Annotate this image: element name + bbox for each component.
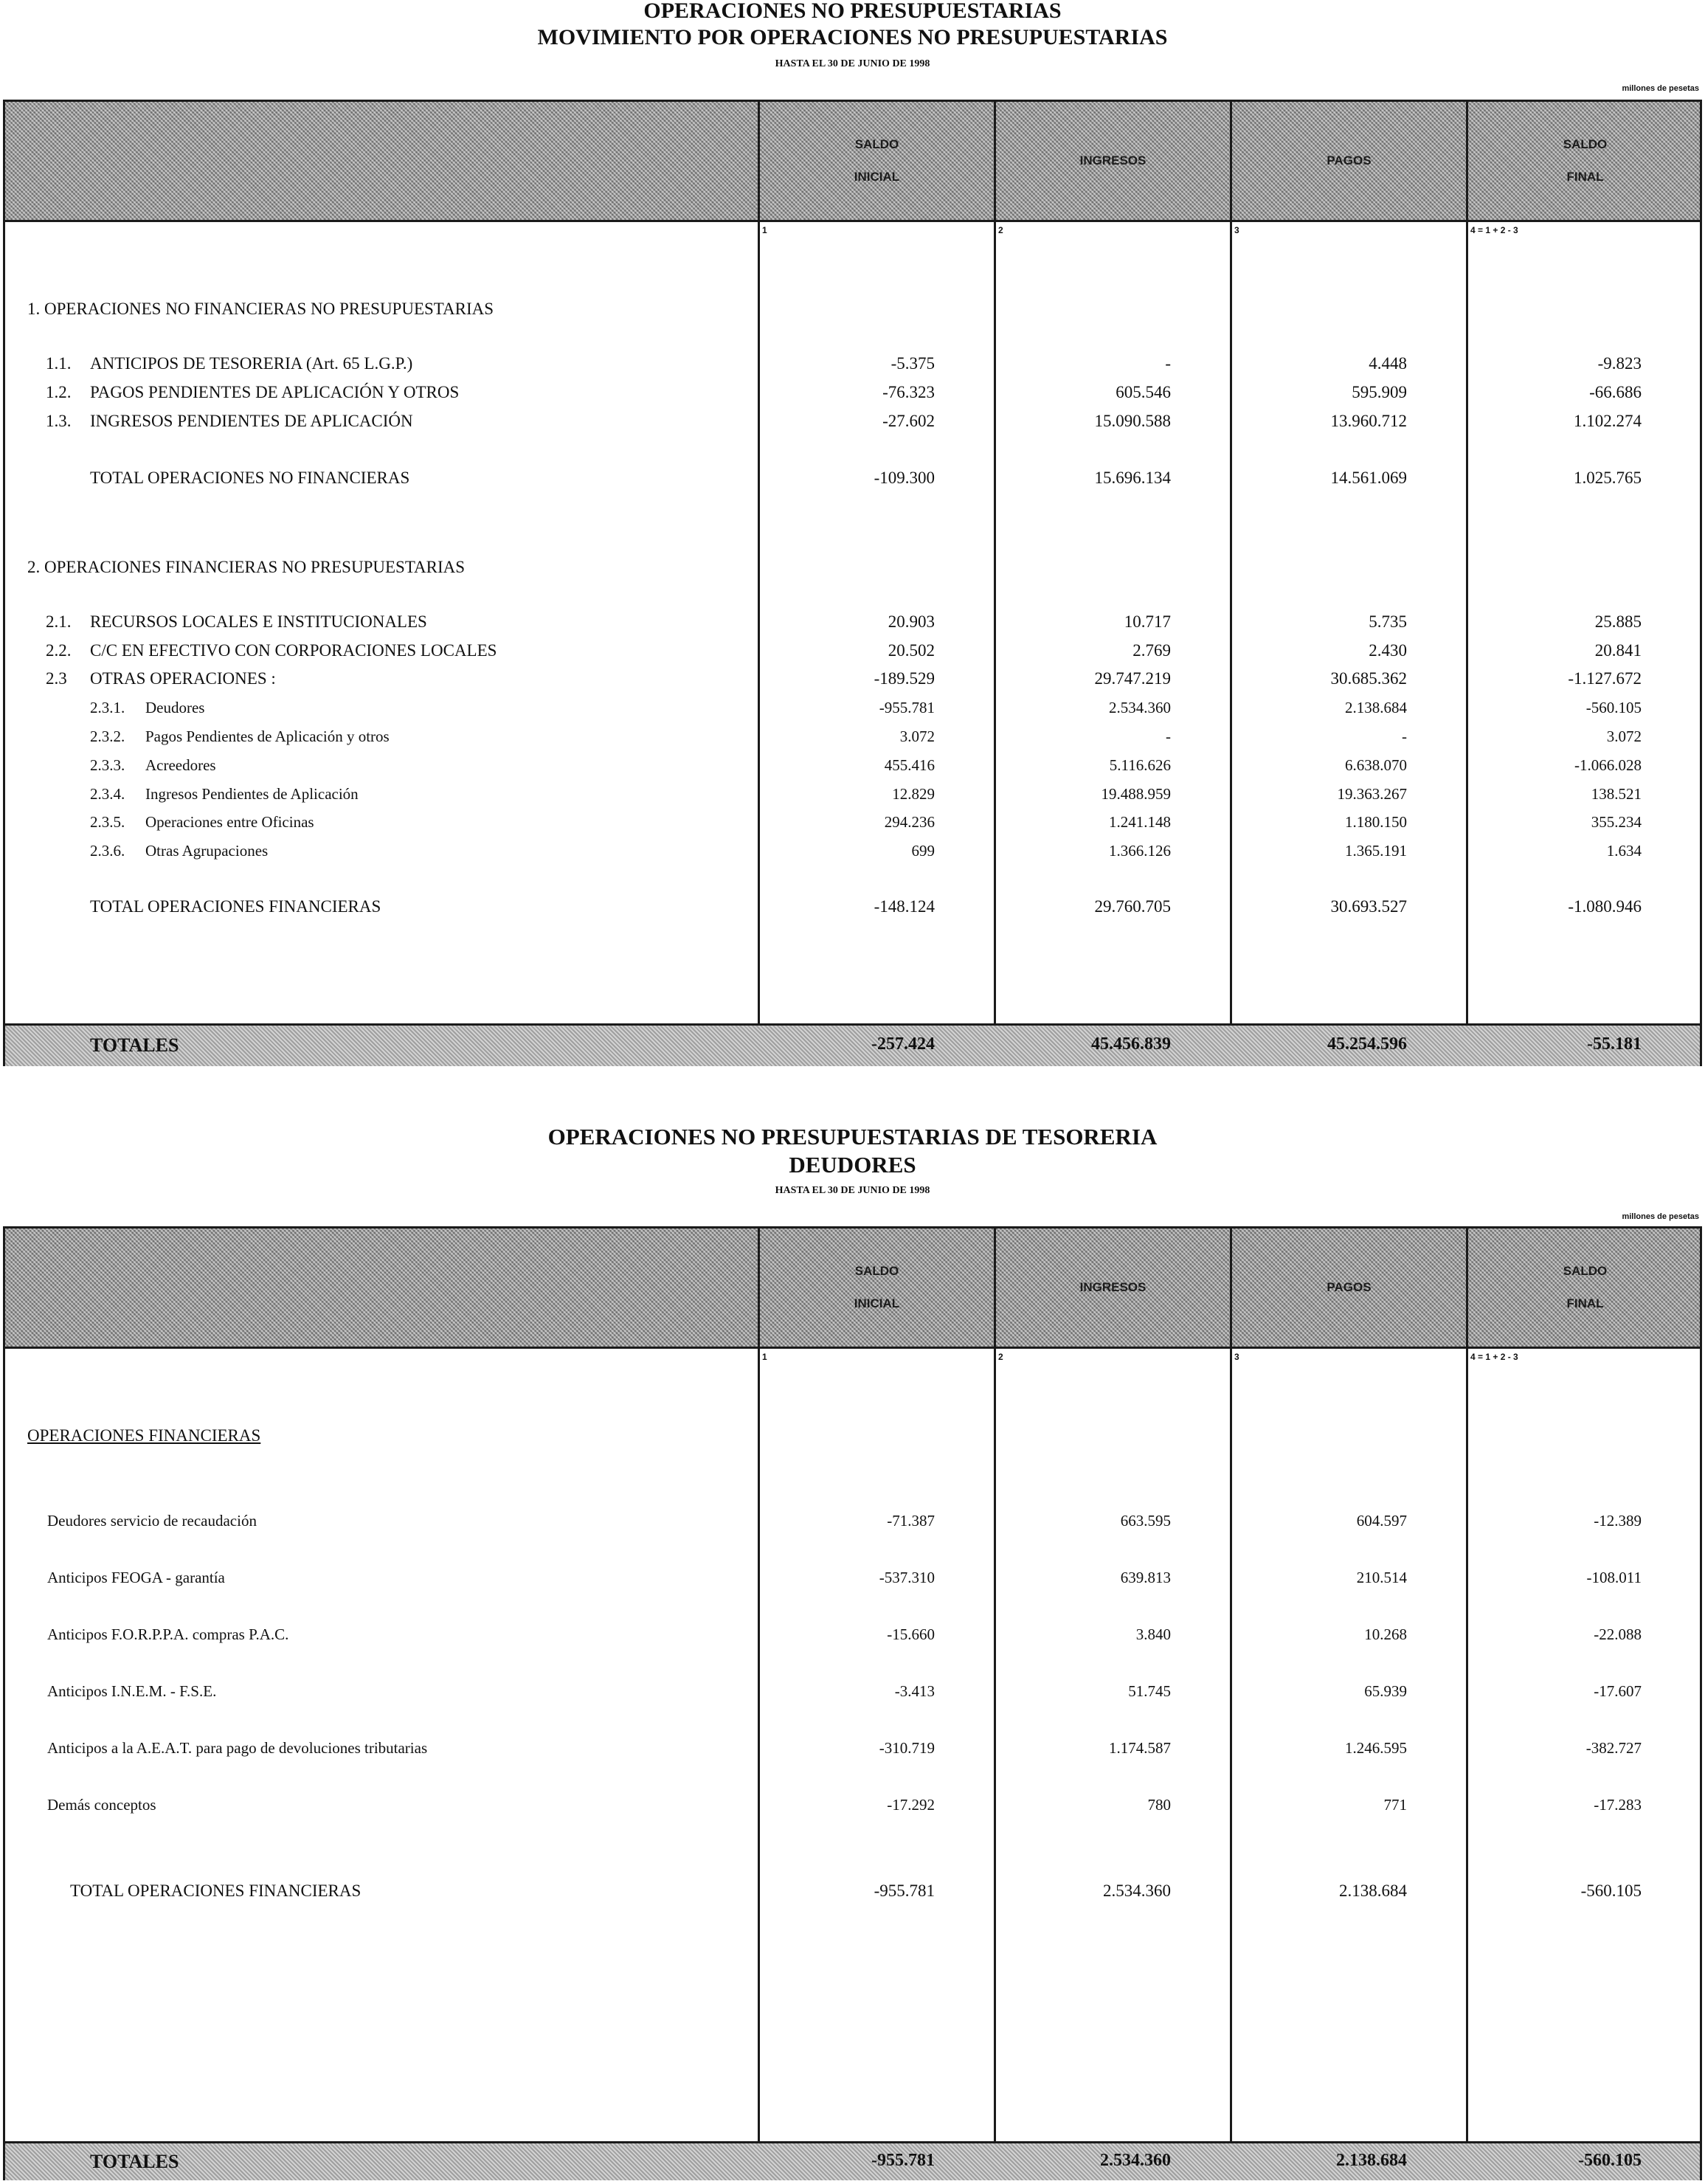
cell-pagos: 1.180.150 xyxy=(1345,813,1407,831)
cell-pagos: 14.561.069 xyxy=(1330,469,1407,487)
row-label: INGRESOS PENDIENTES DE APLICACIÓN xyxy=(90,412,413,430)
s1-group2-heading: 2. OPERACIONES FINANCIERAS NO PRESUPUESTARIAS xyxy=(27,558,466,576)
row-label: Anticipos a la A.E.A.T. para pago de devoluciones tributarias xyxy=(47,1739,428,1757)
table-row xyxy=(5,812,1700,832)
s2-col-divider xyxy=(1230,1228,1232,2178)
cell-saldo-final: 3.072 xyxy=(1606,728,1642,745)
cell-pagos: 5.735 xyxy=(1369,612,1407,631)
cell-ingresos: 1.174.587 xyxy=(1109,1739,1171,1757)
s2-table xyxy=(3,1226,1702,2180)
cell-saldo-inicial: -5.375 xyxy=(890,354,935,373)
s1-table xyxy=(3,100,1702,1066)
cell-saldo-final: -66.686 xyxy=(1589,383,1642,401)
row-label: Demás conceptos xyxy=(47,1796,156,1814)
cell-saldo-inicial: -71.387 xyxy=(887,1512,935,1530)
s2-header-ingresos: INGRESOS xyxy=(1079,1280,1147,1294)
row-code: 2.3 xyxy=(46,669,67,688)
cell-saldo-final: -17.607 xyxy=(1594,1682,1642,1700)
s2-header-saldo-final: SALDO FINAL xyxy=(1563,1264,1608,1310)
cell-saldo-inicial: -109.300 xyxy=(874,469,935,487)
row-code: 1.1. xyxy=(46,354,72,373)
cell-saldo-inicial: -955.781 xyxy=(874,1881,935,1900)
total-row xyxy=(5,1881,1700,1901)
table-row xyxy=(5,841,1700,860)
total-row xyxy=(5,469,1700,488)
cell-ingresos: - xyxy=(1165,354,1171,373)
cell-saldo-final: -1.127.672 xyxy=(1568,669,1642,688)
cell-saldo-inicial: 20.502 xyxy=(888,641,935,660)
s1-col-divider xyxy=(1466,102,1468,1064)
s2-group-heading: OPERACIONES FINANCIERAS xyxy=(27,1426,261,1445)
totales-label: TOTALES xyxy=(90,1034,179,1056)
row-code: 2.2. xyxy=(46,641,72,660)
table-row xyxy=(5,1738,1700,1758)
cell-pagos: 2.138.684 xyxy=(1339,1881,1407,1900)
s2-colnum: 3 xyxy=(1234,1352,1239,1362)
s2-colnum: 2 xyxy=(998,1352,1003,1362)
cell-saldo-final: -1.080.946 xyxy=(1568,897,1642,916)
cell-ingresos: 2.534.360 xyxy=(1103,1881,1171,1900)
cell-saldo-final: 355.234 xyxy=(1591,813,1642,831)
cell-saldo-final: -1.066.028 xyxy=(1574,756,1642,774)
s1-header-ingresos: INGRESOS xyxy=(1079,153,1147,167)
cell-ingresos: 605.546 xyxy=(1116,383,1171,401)
cell-saldo-final: 1.025.765 xyxy=(1574,469,1642,487)
cell-ingresos: 2.769 xyxy=(1132,641,1171,660)
cell-saldo-inicial: 3.072 xyxy=(899,728,935,745)
cell-saldo-final: -382.727 xyxy=(1585,1739,1642,1757)
row-label: Anticipos FEOGA - garantía xyxy=(47,1569,225,1586)
row-label: Anticipos I.N.E.M. - F.S.E. xyxy=(47,1682,217,1700)
table-row xyxy=(5,727,1700,746)
cell-ingresos: 3.840 xyxy=(1135,1625,1171,1643)
row-code: 2.3.3. xyxy=(90,756,125,774)
cell-ingresos: 5.116.626 xyxy=(1109,756,1171,774)
cell-saldo-final: 25.885 xyxy=(1594,612,1642,631)
cell-ingresos: 639.813 xyxy=(1120,1569,1171,1586)
s1-col-divider xyxy=(1230,102,1232,1064)
cell-saldo-final: -560.105 xyxy=(1580,1881,1642,1900)
totales-label: TOTALES xyxy=(90,2151,179,2172)
total-label: TOTAL OPERACIONES FINANCIERAS xyxy=(70,1881,362,1900)
cell-saldo-final: 1.102.274 xyxy=(1574,412,1642,430)
table-row xyxy=(5,354,1700,373)
cell-ingresos: 1.366.126 xyxy=(1109,842,1171,860)
cell-ingresos: 15.696.134 xyxy=(1094,469,1171,487)
row-label: OTRAS OPERACIONES : xyxy=(90,669,276,688)
s2-unit: millones de pesetas xyxy=(1622,1212,1699,1221)
s2-header-saldo-inicial: SALDO INICIAL xyxy=(854,1264,900,1310)
cell-ingresos: 51.745 xyxy=(1128,1682,1171,1700)
row-label: PAGOS PENDIENTES DE APLICACIÓN Y OTROS xyxy=(90,383,460,401)
cell-pagos: 6.638.070 xyxy=(1345,756,1407,774)
row-code: 2.3.5. xyxy=(90,813,125,831)
cell-ingresos: 10.717 xyxy=(1124,612,1171,631)
total-label: TOTAL OPERACIONES NO FINANCIERAS xyxy=(90,469,410,487)
s2-col-divider xyxy=(994,1228,996,2178)
cell-saldo-inicial: 294.236 xyxy=(884,813,935,831)
table-row xyxy=(5,1795,1700,1814)
cell-pagos: 595.909 xyxy=(1352,383,1407,401)
cell-pagos: 19.363.267 xyxy=(1337,785,1407,803)
row-label: RECURSOS LOCALES E INSTITUCIONALES xyxy=(90,612,427,631)
cell-saldo-inicial: 20.903 xyxy=(888,612,935,631)
cell-ingresos: 29.747.219 xyxy=(1094,669,1171,688)
row-code: 1.2. xyxy=(46,383,72,401)
cell-pagos: 30.693.527 xyxy=(1330,897,1407,916)
cell-ingresos: - xyxy=(1166,728,1171,745)
cell-saldo-inicial: -17.292 xyxy=(887,1796,935,1814)
cell-pagos: 13.960.712 xyxy=(1330,412,1407,430)
s1-col-divider xyxy=(994,102,996,1064)
cell-pagos: 604.597 xyxy=(1356,1512,1407,1530)
cell-ingresos: 19.488.959 xyxy=(1101,785,1171,803)
cell-ingresos: 2.534.360 xyxy=(1109,699,1171,716)
s1-colnum: 1 xyxy=(762,225,767,235)
s1-header-saldo-final: SALDO FINAL xyxy=(1563,137,1608,184)
cell-pagos: 2.430 xyxy=(1369,641,1407,660)
cell-pagos: 65.939 xyxy=(1364,1682,1407,1700)
row-code: 2.3.2. xyxy=(90,728,125,745)
table-row xyxy=(5,1682,1700,1701)
cell-saldo-final: -560.105 xyxy=(1585,699,1642,716)
table-row xyxy=(5,1511,1700,1530)
s2-colnum: 4 = 1 + 2 - 3 xyxy=(1470,1352,1518,1362)
row-label: Acreedores xyxy=(145,756,216,774)
cell-saldo-inicial: -15.660 xyxy=(887,1625,935,1643)
s2-totales-row xyxy=(5,2141,1700,2180)
cell-saldo-final: -55.181 xyxy=(1587,1034,1642,1054)
cell-pagos: 210.514 xyxy=(1356,1569,1407,1586)
table-row xyxy=(5,412,1700,431)
cell-ingresos: 45.456.839 xyxy=(1091,1034,1171,1054)
cell-saldo-inicial: -76.323 xyxy=(882,383,935,401)
s2-colnum: 1 xyxy=(762,1352,767,1362)
cell-saldo-inicial: -955.781 xyxy=(871,2151,935,2170)
s1-colnum: 4 = 1 + 2 - 3 xyxy=(1470,225,1518,235)
cell-pagos: - xyxy=(1402,728,1407,745)
row-code: 2.3.1. xyxy=(90,699,125,716)
table-row xyxy=(5,698,1700,717)
row-code: 2.3.4. xyxy=(90,785,125,803)
cell-saldo-final: 20.841 xyxy=(1594,641,1642,660)
cell-ingresos: 15.090.588 xyxy=(1094,412,1171,430)
cell-pagos: 1.365.191 xyxy=(1345,842,1407,860)
cell-saldo-final: -17.283 xyxy=(1594,1796,1642,1814)
table-row xyxy=(5,669,1700,688)
cell-ingresos: 1.241.148 xyxy=(1109,813,1171,831)
cell-saldo-inicial: 12.829 xyxy=(892,785,935,803)
row-label: C/C EN EFECTIVO CON CORPORACIONES LOCALES xyxy=(90,641,497,660)
row-label: Deudores xyxy=(145,699,205,716)
cell-pagos: 10.268 xyxy=(1364,1625,1407,1643)
s2-subtitle: HASTA EL 30 DE JUNIO DE 1998 xyxy=(775,1185,930,1196)
table-row xyxy=(5,756,1700,775)
cell-pagos: 30.685.362 xyxy=(1330,669,1407,688)
total-row xyxy=(5,897,1700,916)
row-label: Ingresos Pendientes de Aplicación xyxy=(145,785,359,803)
row-code: 2.3.6. xyxy=(90,842,125,860)
s1-title-line2: MOVIMIENTO POR OPERACIONES NO PRESUPUESTARIAS xyxy=(537,25,1168,49)
cell-pagos: 4.448 xyxy=(1369,354,1407,373)
cell-saldo-final: 1.634 xyxy=(1606,842,1642,860)
row-label: Otras Agrupaciones xyxy=(145,842,269,860)
row-code: 1.3. xyxy=(46,412,72,430)
row-label: ANTICIPOS DE TESORERIA (Art. 65 L.G.P.) xyxy=(90,354,413,373)
s1-totales-row xyxy=(5,1023,1700,1066)
cell-saldo-inicial: 455.416 xyxy=(884,756,935,774)
cell-ingresos: 2.534.360 xyxy=(1100,2151,1171,2170)
cell-saldo-final: -12.389 xyxy=(1594,1512,1642,1530)
cell-saldo-inicial: -27.602 xyxy=(882,412,935,430)
cell-saldo-final: 138.521 xyxy=(1591,785,1642,803)
row-code: 2.1. xyxy=(46,612,72,631)
table-row xyxy=(5,641,1700,660)
cell-pagos: 2.138.684 xyxy=(1336,2151,1407,2170)
table-row xyxy=(5,1568,1700,1587)
cell-saldo-final: -22.088 xyxy=(1594,1625,1642,1643)
cell-pagos: 771 xyxy=(1383,1796,1407,1814)
s1-col-divider xyxy=(758,102,760,1064)
table-row xyxy=(5,612,1700,632)
cell-ingresos: 663.595 xyxy=(1120,1512,1171,1530)
s2-title-line2: DEUDORES xyxy=(789,1152,916,1178)
cell-ingresos: 29.760.705 xyxy=(1094,897,1171,916)
s2-col-divider xyxy=(1466,1228,1468,2178)
s1-subtitle: HASTA EL 30 DE JUNIO DE 1998 xyxy=(775,58,930,69)
s1-header-saldo-inicial: SALDO INICIAL xyxy=(854,137,900,184)
s1-header-pagos: PAGOS xyxy=(1327,153,1372,167)
cell-saldo-inicial: 699 xyxy=(911,842,935,860)
row-label: Operaciones entre Oficinas xyxy=(145,813,314,831)
row-label: Anticipos F.O.R.P.P.A. compras P.A.C. xyxy=(47,1625,289,1643)
cell-ingresos: 780 xyxy=(1147,1796,1171,1814)
row-label: Pagos Pendientes de Aplicación y otros xyxy=(145,728,390,745)
cell-saldo-inicial: -955.781 xyxy=(879,699,935,716)
s2-header-pagos: PAGOS xyxy=(1327,1280,1372,1294)
cell-saldo-inicial: -3.413 xyxy=(894,1682,935,1700)
total-label: TOTAL OPERACIONES FINANCIERAS xyxy=(90,897,381,916)
table-row xyxy=(5,784,1700,804)
cell-pagos: 45.254.596 xyxy=(1327,1034,1407,1054)
s1-title-line1: OPERACIONES NO PRESUPUESTARIAS xyxy=(643,0,1062,23)
s2-col-divider xyxy=(758,1228,760,2178)
s1-colnum: 3 xyxy=(1234,225,1239,235)
s1-group1-heading: 1. OPERACIONES NO FINANCIERAS NO PRESUPUESTARIAS xyxy=(27,300,494,318)
cell-saldo-inicial: -310.719 xyxy=(879,1739,935,1757)
s2-title-line1: OPERACIONES NO PRESUPUESTARIAS DE TESORERIA xyxy=(547,1124,1158,1150)
s1-colnum: 2 xyxy=(998,225,1003,235)
cell-saldo-final: -9.823 xyxy=(1597,354,1642,373)
cell-saldo-final: -560.105 xyxy=(1578,2151,1642,2170)
cell-saldo-inicial: -189.529 xyxy=(874,669,935,688)
cell-saldo-final: -108.011 xyxy=(1586,1569,1642,1586)
cell-pagos: 2.138.684 xyxy=(1345,699,1407,716)
table-row xyxy=(5,383,1700,402)
cell-pagos: 1.246.595 xyxy=(1345,1739,1407,1757)
s1-unit: millones de pesetas xyxy=(1622,84,1699,93)
cell-saldo-inicial: -537.310 xyxy=(879,1569,935,1586)
cell-saldo-inicial: -257.424 xyxy=(871,1034,935,1054)
cell-saldo-inicial: -148.124 xyxy=(874,897,935,916)
row-label: Deudores servicio de recaudación xyxy=(47,1512,257,1530)
table-row xyxy=(5,1625,1700,1644)
